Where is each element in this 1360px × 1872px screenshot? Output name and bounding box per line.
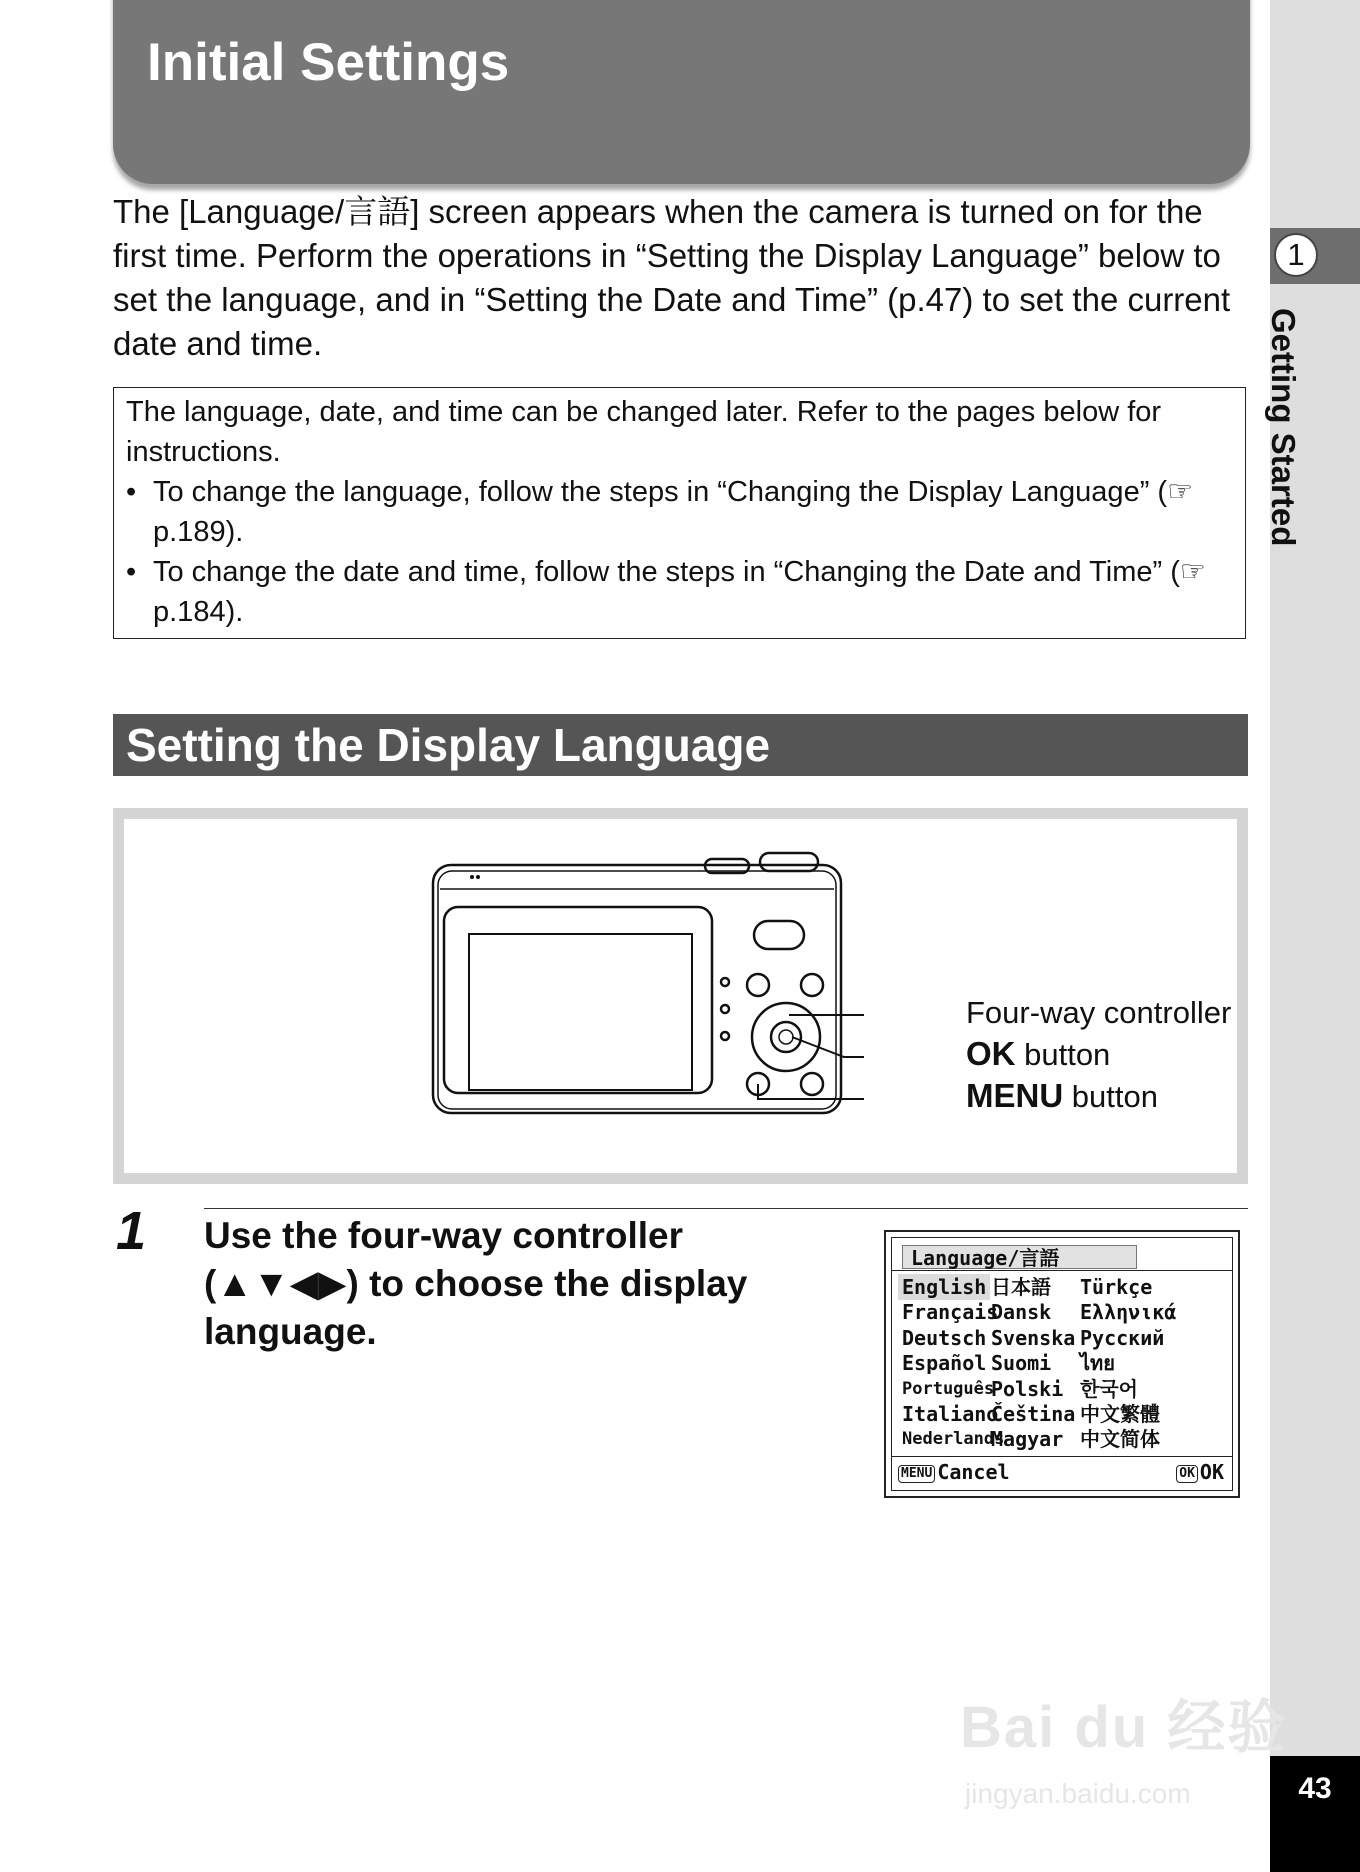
playback-button [747, 974, 769, 996]
language-option[interactable]: 中文简体 [1080, 1427, 1160, 1452]
lcd-screen [469, 934, 692, 1090]
ok-key-icon: OK [1176, 1465, 1198, 1483]
language-option[interactable]: Čeština [991, 1402, 1076, 1426]
delete-button [801, 1073, 823, 1095]
language-option[interactable]: 한국어 [1080, 1376, 1138, 1401]
section-title: Setting the Display Language [126, 719, 771, 771]
language-option[interactable]: Magyar [991, 1427, 1064, 1452]
note-bullet [126, 472, 1233, 552]
watermark-url: jingyan.baidu.com [965, 1778, 1191, 1809]
language-option[interactable]: Suomi [991, 1351, 1052, 1376]
language-option[interactable]: Português [902, 1378, 995, 1399]
cancel-hint: MENU Cancel [898, 1460, 1010, 1484]
chapter-title: Getting Started [1265, 308, 1302, 547]
language-option[interactable]: ไทย [1080, 1351, 1115, 1376]
watermark-logo: Bai du 经验 [960, 1695, 1288, 1760]
shutter-button [760, 853, 818, 871]
ok-hint: OK OK [1176, 1460, 1224, 1484]
menu-button-label: MENU button [966, 1077, 1158, 1114]
step-divider [204, 1208, 1248, 1209]
language-option[interactable]: Nederlands [902, 1429, 1005, 1450]
language-option[interactable]: Ελληνικά [1080, 1300, 1177, 1325]
four-way-controller [752, 1003, 820, 1071]
language-option[interactable]: Dansk [991, 1300, 1052, 1325]
language-option[interactable]: Deutsch [902, 1325, 987, 1350]
camera-body [433, 865, 841, 1113]
language-option[interactable]: 日本語 [991, 1275, 1051, 1299]
language-option[interactable]: Italiano [902, 1402, 999, 1426]
language-menu-title: Language/言語 [902, 1245, 1137, 1269]
mode-button [801, 974, 823, 996]
note-list [126, 472, 1233, 632]
ok-button-label: OK button [966, 1035, 1111, 1072]
step-number: 1 [116, 1201, 147, 1261]
note-box [113, 387, 1246, 639]
language-option[interactable]: Türkçe [1080, 1275, 1153, 1299]
language-menu-screen [884, 1230, 1240, 1498]
bullet-glyph: • [126, 476, 137, 508]
language-option[interactable]: Polski [991, 1376, 1064, 1401]
page-title: Initial Settings [147, 33, 510, 92]
bullet-glyph: • [126, 556, 137, 588]
language-menu-frame [891, 1237, 1233, 1491]
language-option[interactable]: English [898, 1274, 990, 1300]
page-number: 43 [1270, 1756, 1360, 1872]
language-option[interactable]: Svenska [991, 1325, 1076, 1350]
zoom-lever [754, 921, 804, 949]
note-bullet-text: To change the date and time, follow the steps in “Changing the Date and Time” (☞p.184). [153, 556, 1206, 628]
ok-button [771, 1022, 801, 1052]
camera-diagram [113, 808, 1248, 1184]
language-option[interactable]: Français [902, 1300, 999, 1325]
note-lead: The language, date, and time can be changed later. Refer to the pages below for instructions. [126, 396, 1162, 468]
language-option[interactable]: Español [902, 1351, 987, 1376]
intro-paragraph: The [Language/言語] screen appears when the camera is turned on for the first time. Perform the operations in “Setting the Display Language” below to set the language, and in “Setting the Date and Time” (p.47) to set the current date and time. [113, 193, 1231, 362]
chapter-number: 1 [1274, 233, 1318, 277]
language-option[interactable]: 中文繁體 [1080, 1402, 1160, 1426]
note-bullet [126, 552, 1233, 632]
language-option[interactable]: Русский [1080, 1325, 1165, 1350]
step-instruction: Use the four-way controller (▲▼◀▶) to choose the display language. [204, 1215, 748, 1352]
menu-key-icon: MENU [898, 1465, 935, 1483]
four-way-controller-label: Four-way controller [966, 995, 1232, 1030]
note-bullet-text: To change the language, follow the steps in “Changing the Display Language” (☞p.189). [153, 476, 1194, 548]
